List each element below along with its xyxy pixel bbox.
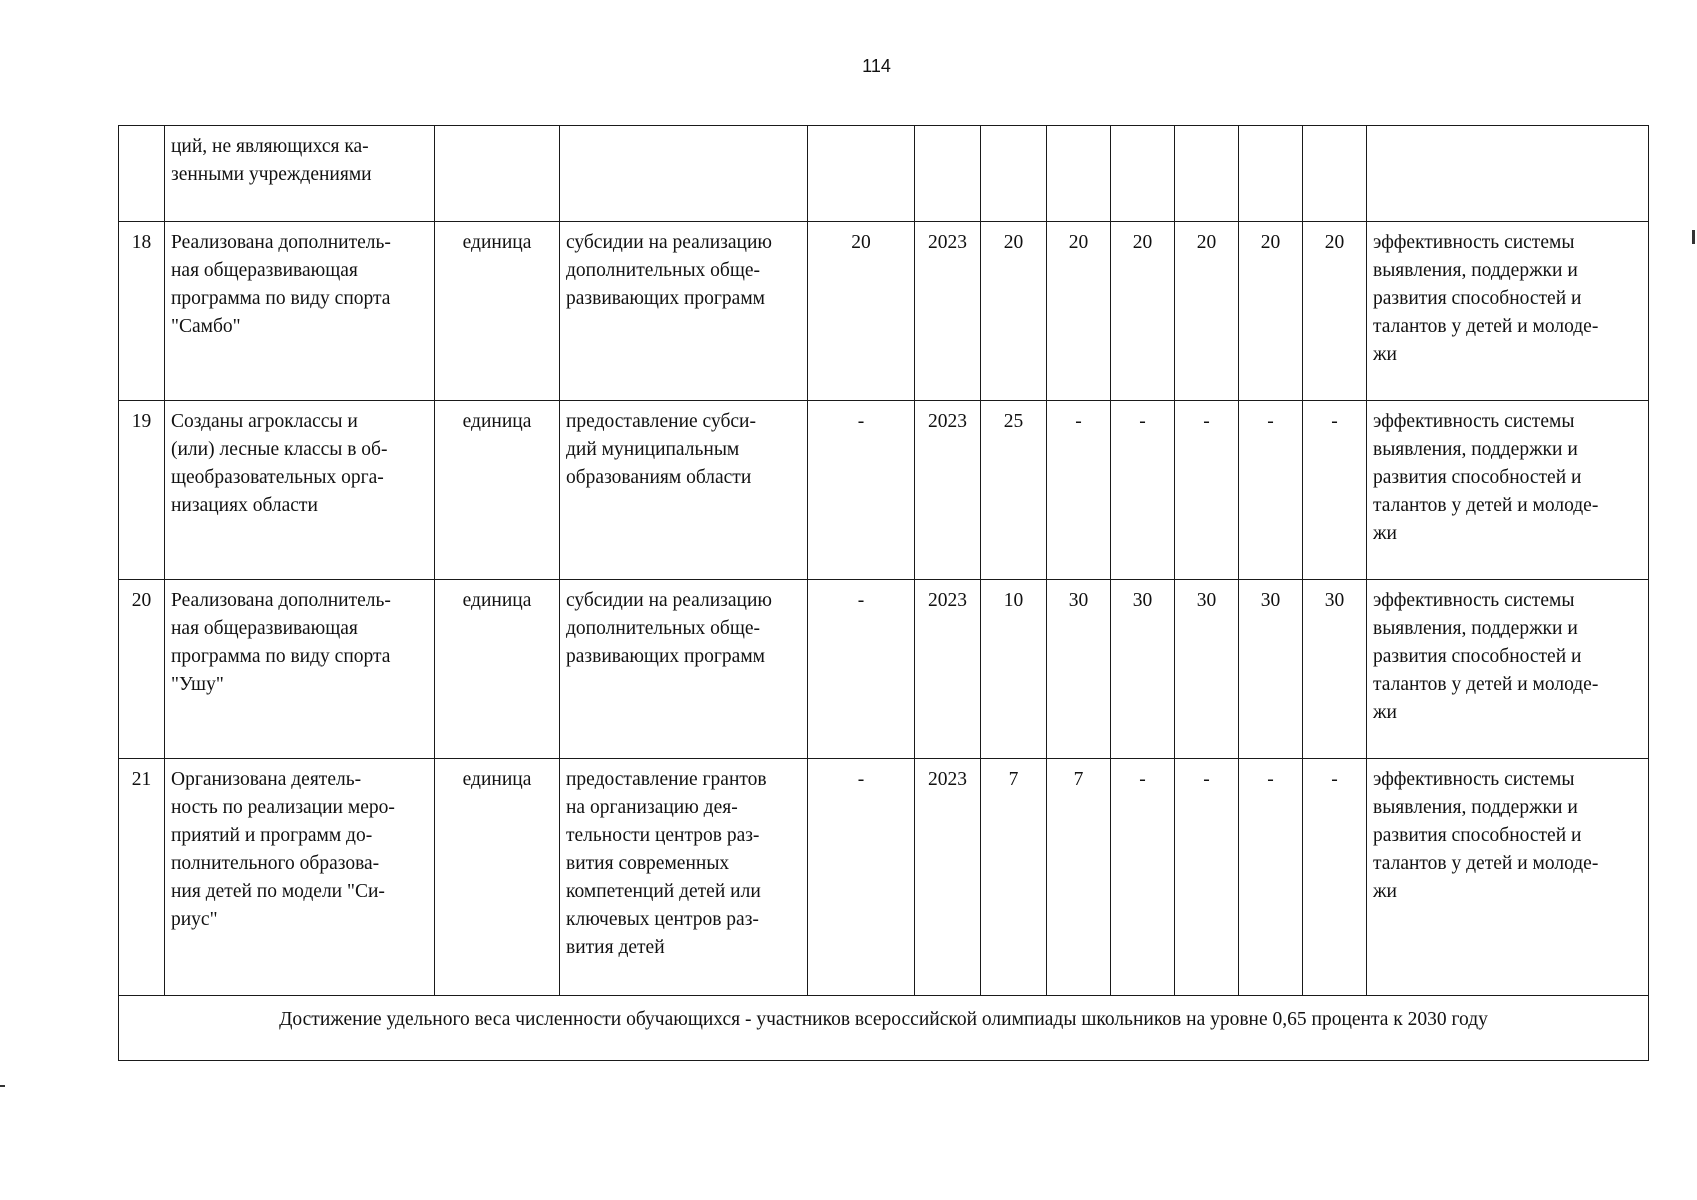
cell-num: 21: [119, 759, 165, 996]
cell-unit: [435, 126, 560, 222]
cell-value: [915, 126, 981, 222]
scan-mark-left: [0, 1085, 5, 1087]
cell-value: 20: [1047, 222, 1111, 401]
cell-value: 30: [1175, 580, 1239, 759]
table-row: [119, 759, 1649, 996]
cell-source: предоставление грантов на организацию дея- тельности центров раз- вития современных компетенций детей или ключевых центров раз- вития детей: [560, 759, 808, 996]
cell-unit: единица: [435, 580, 560, 759]
cell-value: 7: [1047, 759, 1111, 996]
cell-value: 30: [1111, 580, 1175, 759]
cell-value: 20: [981, 222, 1047, 401]
cell-value: 20: [1239, 222, 1303, 401]
cell-value: 20: [1303, 222, 1367, 401]
cell-num: 18: [119, 222, 165, 401]
cell-num: 19: [119, 401, 165, 580]
cell-value: [1111, 126, 1175, 222]
cell-value: 7: [981, 759, 1047, 996]
table-row: [119, 401, 1649, 580]
cell-name: Реализована дополнитель- ная общеразвивающая программа по виду спорта "Самбо": [165, 222, 435, 401]
cell-value: 20: [1111, 222, 1175, 401]
cell-value: 30: [1239, 580, 1303, 759]
cell-effect: эффективность системы выявления, поддержки и развития способностей и талантов у детей и молоде- жи: [1367, 401, 1649, 580]
cell-base-value: -: [808, 401, 915, 580]
cell-value: -: [1111, 759, 1175, 996]
cell-name: Организована деятель- ность по реализации меро- приятий и программ до- полнительного образова- ния детей по модели "Си- риус": [165, 759, 435, 996]
cell-value: -: [1047, 401, 1111, 580]
table-row: [119, 580, 1649, 759]
scan-mark-right: [1692, 230, 1695, 244]
cell-value: [1047, 126, 1111, 222]
cell-value: 20: [1175, 222, 1239, 401]
cell-value: -: [1303, 759, 1367, 996]
cell-name: Созданы агроклассы и (или) лесные классы в об- щеобразовательных орга- низациях области: [165, 401, 435, 580]
table-section-row: [119, 996, 1649, 1061]
table-row: [119, 222, 1649, 401]
cell-num: [119, 126, 165, 222]
cell-value: -: [1239, 759, 1303, 996]
cell-value: -: [1239, 401, 1303, 580]
cell-value: [808, 126, 915, 222]
section-heading: Достижение удельного веса численности обучающихся - участников всероссийской олимпиады школьников на уровне 0,65 процента к 2030 году: [119, 996, 1649, 1061]
cell-value: 10: [981, 580, 1047, 759]
cell-base-value: 20: [808, 222, 915, 401]
cell-value: 30: [1303, 580, 1367, 759]
cell-value: [1303, 126, 1367, 222]
cell-value: -: [1111, 401, 1175, 580]
cell-value: [1175, 126, 1239, 222]
cell-value: [981, 126, 1047, 222]
cell-source: предоставление субси- дий муниципальным образованиям области: [560, 401, 808, 580]
cell-value: [1239, 126, 1303, 222]
cell-effect: эффективность системы выявления, поддержки и развития способностей и талантов у детей и молоде- жи: [1367, 222, 1649, 401]
cell-effect: эффективность системы выявления, поддержки и развития способностей и талантов у детей и молоде- жи: [1367, 580, 1649, 759]
cell-base-value: -: [808, 759, 915, 996]
cell-unit: единица: [435, 401, 560, 580]
cell-source: субсидии на реализацию дополнительных обще- развивающих программ: [560, 222, 808, 401]
table-row-continuation: [119, 126, 1649, 222]
cell-name: [165, 126, 435, 222]
cell-unit: единица: [435, 222, 560, 401]
cell-name-text: ций, не являющихся ка- зенными учреждениями: [171, 136, 372, 185]
cell-num: 20: [119, 580, 165, 759]
cell-value: -: [1175, 401, 1239, 580]
cell-value: -: [1303, 401, 1367, 580]
cell-base-year: 2023: [915, 759, 981, 996]
page-number: 114: [862, 56, 891, 76]
table-body: [119, 126, 1649, 1061]
cell-value: 30: [1047, 580, 1111, 759]
cell-value: 25: [981, 401, 1047, 580]
cell-base-value: -: [808, 580, 915, 759]
cell-unit: единица: [435, 759, 560, 996]
indicators-table: [118, 125, 1649, 1061]
cell-effect: [1367, 126, 1649, 222]
cell-base-year: 2023: [915, 222, 981, 401]
cell-value: -: [1175, 759, 1239, 996]
cell-name: Реализована дополнитель- ная общеразвивающая программа по виду спорта "Ушу": [165, 580, 435, 759]
cell-source: субсидии на реализацию дополнительных обще- развивающих программ: [560, 580, 808, 759]
cell-base-year: 2023: [915, 401, 981, 580]
cell-base-year: 2023: [915, 580, 981, 759]
cell-source: [560, 126, 808, 222]
cell-effect: эффективность системы выявления, поддержки и развития способностей и талантов у детей и молоде- жи: [1367, 759, 1649, 996]
